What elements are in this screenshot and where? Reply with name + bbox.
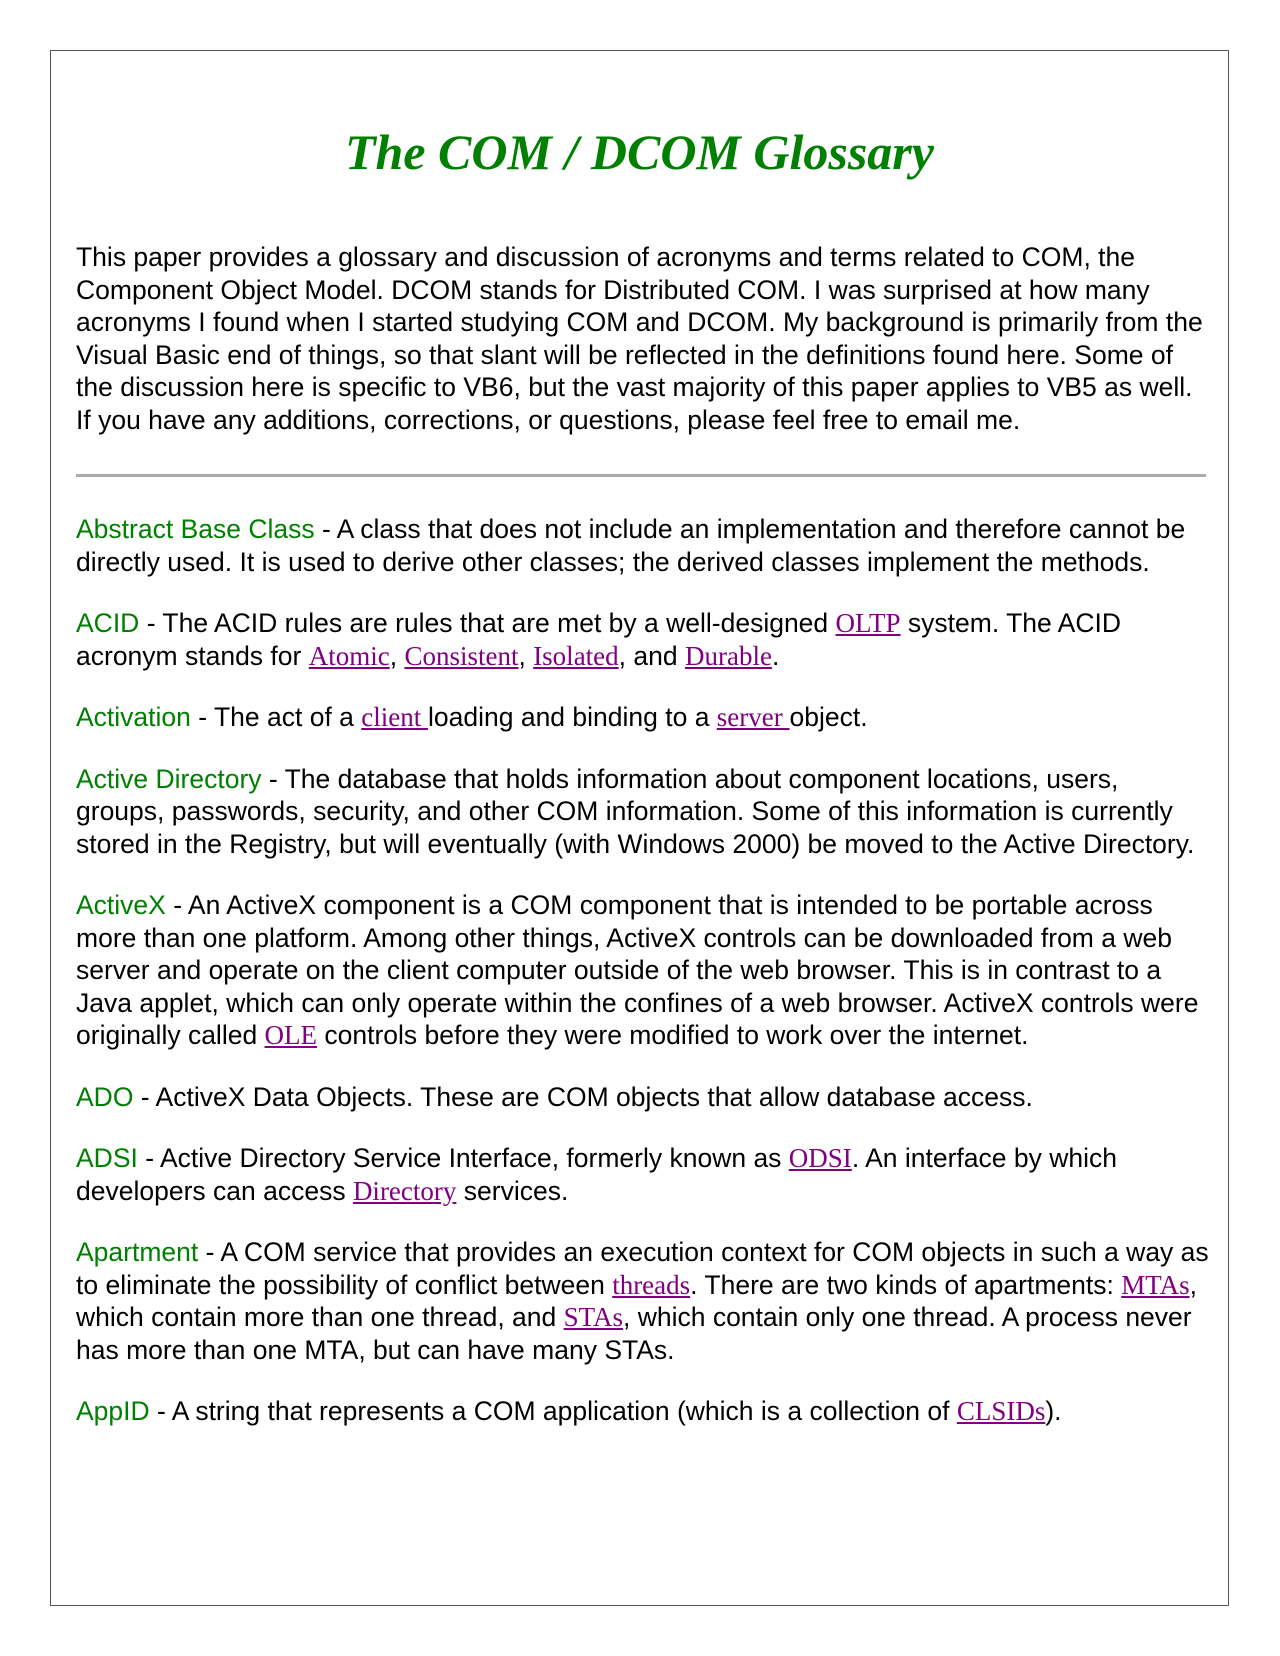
glossary-term: ADO <box>76 1081 134 1112</box>
glossary-entry <box>76 701 1211 734</box>
glossary-term: ADSI <box>76 1143 138 1173</box>
definition-text: - A COM service that provides an execution context for COM objects in such a way as to eliminate the possibility of conflict between <box>76 1237 1209 1300</box>
definition-text: object. <box>789 702 868 732</box>
glossary-link[interactable]: Durable <box>684 640 772 671</box>
definition-text: , and <box>618 640 685 671</box>
definition-text: - A class that does not include an implementation and therefore cannot be directly used. It is used to derive other classes; the derived classes implement the methods. <box>76 514 1186 577</box>
glossary-link[interactable]: Atomic <box>308 640 390 671</box>
glossary-link[interactable]: threads <box>612 1269 691 1300</box>
glossary-entry <box>76 1236 1211 1366</box>
definition-text: , which contain more than one thread, and <box>76 1269 1197 1332</box>
glossary-entry <box>76 763 1211 861</box>
document-page <box>50 50 1229 1606</box>
glossary-link[interactable]: Isolated <box>533 640 619 671</box>
glossary-link[interactable]: Consistent <box>404 640 519 671</box>
definition-text: . There are two kinds of apartments: <box>690 1269 1122 1300</box>
glossary-entry <box>76 1081 1211 1114</box>
glossary-entry <box>76 513 1211 578</box>
glossary-entry <box>76 607 1211 672</box>
intro-paragraph: This paper provides a glossary and discussion of acronyms and terms related to COM, the Component Object Model. DCOM stands for Distributed COM. I was surprised at how many acronyms I found when I started studying COM and DCOM. My background is primarily from the Visual Basic end of things, so that slant will be reflected in the definitions found here. Some of the discussion here is specific to VB6, but the vast majority of this paper applies to VB5 as well. If you have any additions, corrections, or questions, please feel free to email me. <box>76 242 1203 435</box>
glossary-term: Apartment <box>76 1237 199 1267</box>
page-title: The COM / DCOM Glossary <box>345 124 934 180</box>
definition-text: - Active Directory Service Interface, formerly known as <box>137 1143 789 1173</box>
definition-text: - A string that represents a COM application (which is a collection of <box>149 1396 957 1426</box>
definition-text: controls before they were modified to work over the internet. <box>317 1020 1029 1050</box>
glossary-entry <box>76 1142 1211 1207</box>
glossary-entry <box>76 1395 1211 1428</box>
glossary-term: Abstract Base Class <box>76 514 315 544</box>
glossary-term: Active Directory <box>76 763 262 794</box>
definition-text: ). <box>1045 1396 1062 1426</box>
definition-text: . An interface by which developers can access <box>76 1143 1117 1206</box>
glossary-term: ACID <box>76 608 140 638</box>
glossary-entry <box>76 889 1211 1052</box>
definition-text: - An ActiveX component is a COM component that is intended to be portable across more than one platform. Among other things, ActiveX controls can be downloaded from a web server and operate on the client computer outside of the web browser. This is in contrast to a Java applet, which can only operate within the confines of a web browser. ActiveX controls were originally called <box>76 890 1199 1050</box>
definition-text: services. <box>456 1175 569 1206</box>
definition-text: - The ACID rules are rules that are met by a well-designed <box>139 608 836 638</box>
glossary-link[interactable]: MTAs <box>1121 1269 1190 1300</box>
glossary-link[interactable]: client <box>361 702 428 732</box>
definition-text: , <box>518 640 534 671</box>
definition-text: system. The ACID acronym stands for <box>76 608 1121 671</box>
glossary-link[interactable]: ODSI <box>788 1143 852 1173</box>
glossary-link[interactable]: OLE <box>264 1020 318 1050</box>
definition-text: , <box>389 640 405 671</box>
glossary-term: AppID <box>76 1396 150 1426</box>
divider <box>76 474 1206 477</box>
glossary-link[interactable]: OLTP <box>835 608 901 638</box>
glossary-link[interactable]: STAs <box>563 1302 623 1332</box>
glossary-link[interactable]: Directory <box>352 1175 457 1206</box>
glossary-term: Activation <box>76 702 191 732</box>
glossary-link[interactable]: server <box>716 702 790 732</box>
definition-text: , which contain only one thread. A process never has more than one MTA, but can have many STAs. <box>76 1302 1192 1365</box>
glossary-term: ActiveX <box>76 890 166 920</box>
definition-text: - ActiveX Data Objects. These are COM objects that allow database access. <box>133 1081 1033 1112</box>
definition-text: loading and binding to a <box>428 702 717 732</box>
glossary-list <box>76 513 1211 1457</box>
definition-text: - The database that holds information about component locations, users, groups, passwords, security, and other COM information. Some of this information is currently stored in the Registry, but will eventually (with Windows 2000) be moved to the Active Directory. <box>76 763 1195 859</box>
glossary-link[interactable]: CLSIDs <box>956 1396 1046 1426</box>
definition-text: - The act of a <box>190 702 362 732</box>
definition-text: . <box>771 640 780 671</box>
